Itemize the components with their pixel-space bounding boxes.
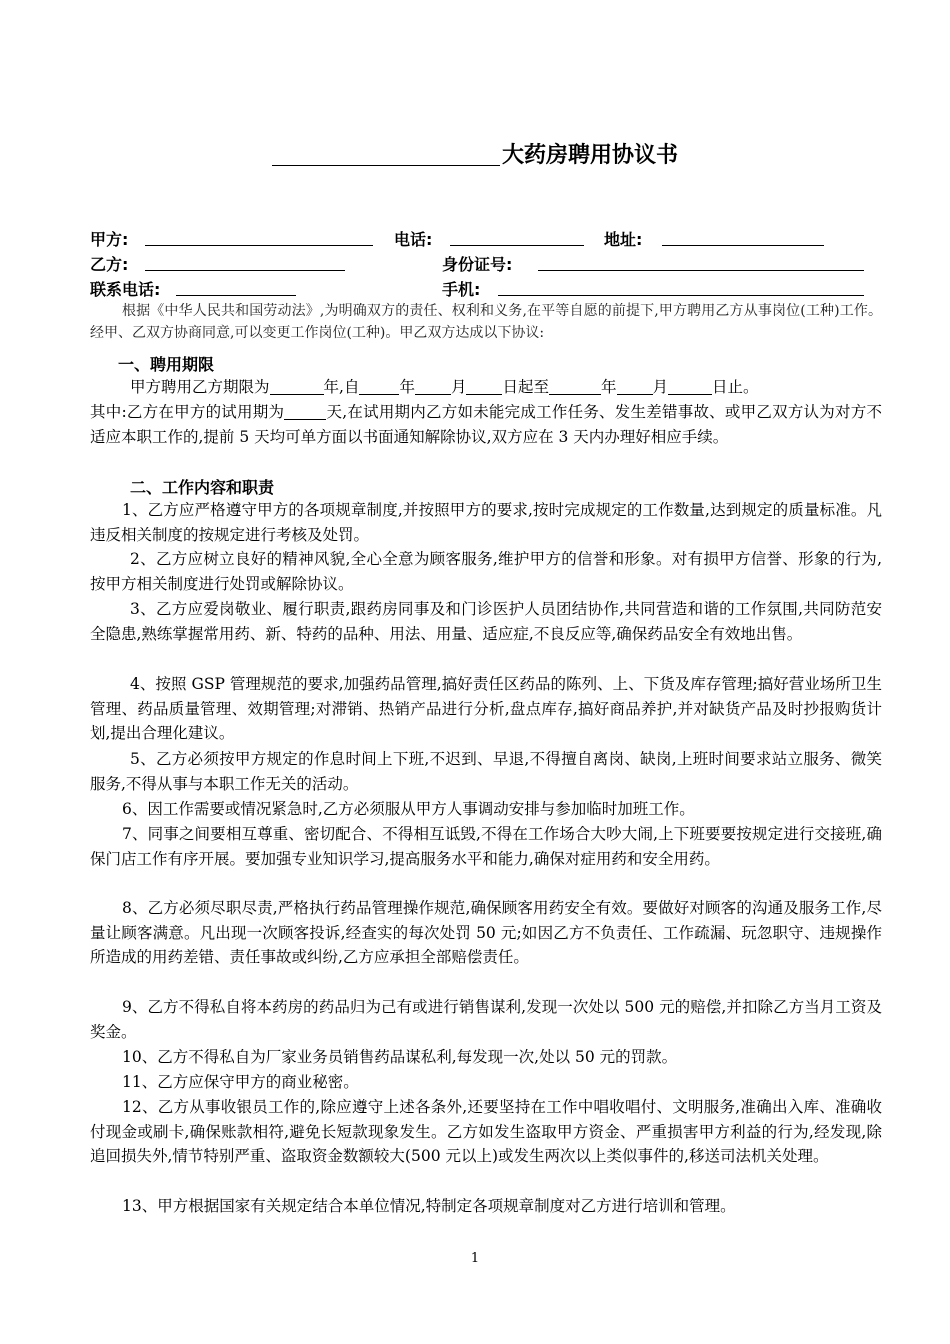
phone-field[interactable] [450, 245, 584, 246]
section-1-heading: 一、聘用期限 [118, 355, 215, 374]
page-number: 1 [470, 1251, 480, 1266]
duty-item-9: 9、乙方不得私自将本药房的药品归为己有或进行销售谋利,发现一次处以 500 元的赔偿,并扣除乙方当月工资及奖金。 [90, 998, 882, 1041]
duty-item-7: 7、同事之间要相互尊重、密切配合、不得相互诋毁,不得在工作场合大吵大闹,上下班要要按规定进行交接班,确保门店工作有序开展。要加强专业知识学习,提高服务水平和能力,确保对症用药和安全用药。 [90, 825, 882, 868]
end-month-blank[interactable] [617, 376, 653, 395]
contact-phone-field[interactable] [176, 295, 296, 296]
party-a-field[interactable] [145, 245, 373, 246]
duty-item-2: 2、乙方应树立良好的精神风貌,全心全意为顾客服务,维护甲方的信誉和形象。对有损甲方信誉、形象的行为,按甲方相关制度进行处罚或解除协议。 [90, 550, 882, 593]
duty-item-12: 12、乙方从事收银员工作的,除应遵守上述各条外,还要坚持在工作中唱收唱付、文明服务,准确出入库、准确收付现金或刷卡,确保账款相符,避免长短款现象发生。乙方如发生盗取甲方资金、严重损害甲方利益的行为,经发现,除追回损失外,情节特别严重、盗取资金数额较大(500 元以上)或发生两次以上类似事件的,移送司法机关处理。 [90, 1098, 882, 1165]
party-b-label: 乙方: [90, 255, 129, 274]
duty-item-4: 4、按照 GSP 管理规范的要求,加强药品管理,搞好责任区药品的陈列、上、下货及库存管理;搞好营业场所卫生管理、药品质量管理、效期管理;对滞销、热销产品进行分析,盘点库存,搞好商品养护,并对缺货产品及时抄报购货计划,提出合理化建议。 [90, 675, 882, 742]
duty-item-6: 6、因工作需要或情况紧急时,乙方必须服从甲方人事调动安排与参加临时加班工作。 [122, 800, 695, 818]
duty-item-8: 8、乙方必须尽职尽责,严格执行药品管理操作规范,确保顾客用药安全有效。要做好对顾客的沟通及服务工作,尽量让顾客满意。凡出现一次顾客投诉,经查实的每次处罚 50 元;如因乙方不负责任、工作疏漏、玩忽职守、违规操作所造成的用药差错、责任事故或纠纷,乙方应承担全部赔偿责任。 [90, 899, 882, 966]
section-2-heading: 二、工作内容和职责 [130, 478, 275, 497]
document-title: 大药房聘用协议书 [0, 138, 950, 169]
duty-item-3: 3、乙方应爱岗敬业、履行职责,跟药房同事及和门诊医护人员团结协作,共同营造和谐的工作氛围,共同防范安全隐患,熟练掌握常用药、新、特药的品种、用法、用量、适应症,不良反应等,确保药品安全有效地出售。 [90, 600, 882, 643]
duty-item-1: 1、乙方应严格遵守甲方的各项规章制度,并按照甲方的要求,按时完成规定的工作数量,达到规定的质量标准。凡违反相关制度的按规定进行考核及处罚。 [90, 501, 882, 544]
contact-phone-label: 联系电话: [90, 280, 161, 299]
end-year-blank[interactable] [549, 376, 601, 395]
party-a-label: 甲方: [90, 230, 129, 249]
address-label: 地址: [604, 230, 643, 249]
phone-label: 电话: [394, 230, 433, 249]
start-year-blank[interactable] [359, 376, 399, 395]
mobile-label: 手机: [442, 280, 481, 299]
term-years-blank[interactable] [270, 376, 324, 395]
duty-item-5: 5、乙方必须按甲方规定的作息时间上下班,不迟到、早退,不得擅自离岗、缺岗,上班时间要求站立服务、微笑服务,不得从事与本职工作无关的活动。 [90, 750, 882, 793]
duty-item-13: 13、甲方根据国家有关规定结合本单位情况,特制定各项规章制度对乙方进行培训和管理。 [122, 1197, 736, 1215]
header-row-party-b [90, 252, 880, 276]
start-day-blank[interactable] [466, 376, 502, 395]
title-blank-line [272, 143, 500, 166]
term-paragraph: 甲方聘用乙方期限为 年,自 年 月 日起至 年 月 日止。 [130, 378, 759, 396]
end-day-blank[interactable] [668, 376, 712, 395]
mobile-field[interactable] [498, 295, 864, 296]
probation-days-blank[interactable] [284, 401, 326, 420]
header-row-contact [90, 277, 880, 301]
start-month-blank[interactable] [415, 376, 451, 395]
intro-paragraph: 根据《中华人民共和国劳动法》,为明确双方的责任、权利和义务,在平等自愿的前提下,甲方聘用乙方从事岗位(工种)工作。经甲、乙双方协商同意,可以变更工作岗位(工种)。甲乙双方达成以下协议: [90, 303, 882, 341]
header-row-party-a [90, 227, 880, 251]
id-number-field[interactable] [538, 270, 864, 271]
id-number-label: 身份证号: [442, 255, 513, 274]
address-field[interactable] [662, 245, 824, 246]
duty-item-11: 11、乙方应保守甲方的商业秘密。 [122, 1073, 359, 1091]
probation-paragraph: 其中:乙方在甲方的试用期为 天,在试用期内乙方如未能完成工作任务、发生差错事故、或甲乙双方认为对方不适应本职工作的,提前 5 天均可单方面以书面通知解除协议,双方应在 3 天内办理好相应手续。 [90, 403, 882, 446]
duty-item-10: 10、乙方不得私自为厂家业务员销售药品谋私利,每发现一次,处以 50 元的罚款。 [122, 1048, 678, 1066]
party-b-field[interactable] [145, 270, 345, 271]
